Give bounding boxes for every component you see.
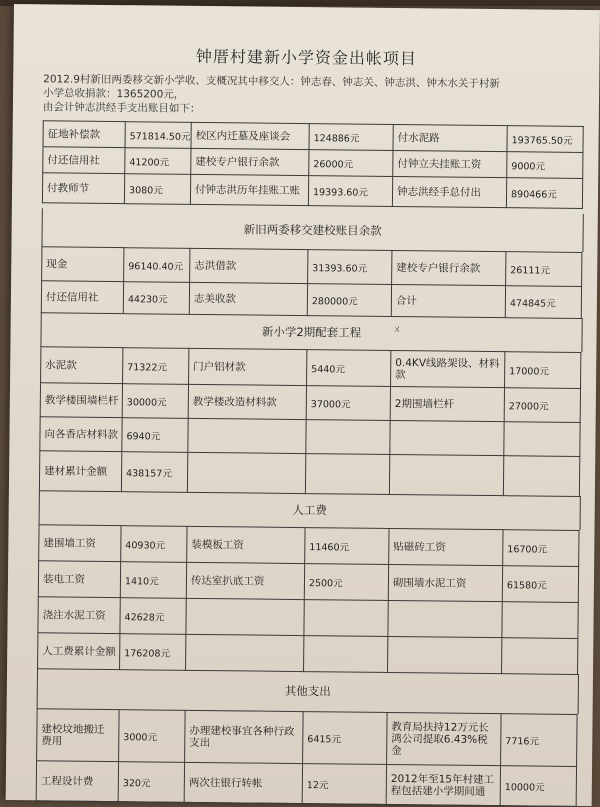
cell-label: 付还信用社 <box>41 281 123 314</box>
cell-label: 校区内迁墓及座谈会 <box>191 122 309 149</box>
cell-empty <box>502 602 578 639</box>
table-row <box>38 561 578 603</box>
cell-value: 42628元 <box>120 598 186 635</box>
cell-label: 2012年至15年村建工程包括建小学期间通 <box>386 764 500 805</box>
cell-label: 门户铝材款 <box>189 348 307 385</box>
intro-line-1: 2012.9村新旧两委移交新小学收、支概况其中移交人：钟志春、钟志关、钟志洪、钟木水关于村新 <box>43 73 501 91</box>
cell-value: 176208元 <box>120 634 186 671</box>
cell-label: 2期围墙栏杆 <box>390 386 504 421</box>
cell-label: 征地补偿款 <box>43 121 125 148</box>
cell-value: 438157元 <box>121 452 187 493</box>
cell-value: 96140.40元 <box>124 248 190 283</box>
cell-value: 1410元 <box>120 562 186 599</box>
cell-label: 装模板工资 <box>187 526 305 563</box>
cell-value: 16700元 <box>503 530 579 567</box>
cell-value: 31393.60元 <box>308 250 392 285</box>
cell-label: 付还信用社 <box>43 147 125 174</box>
cell-empty <box>389 454 503 495</box>
cell-value: 41200元 <box>125 148 191 175</box>
cell-label: 建材累计金额 <box>39 451 121 492</box>
table-row <box>40 383 580 423</box>
cell-value: 12元 <box>302 764 386 805</box>
cell-label: 付钟立夫挂账工资 <box>393 150 507 177</box>
cell-value: 193765.50元 <box>507 126 583 153</box>
cell-value: 71322元 <box>123 348 189 385</box>
cell-label: 建校专户银行余款 <box>191 148 309 175</box>
expense-table-1 <box>42 120 584 209</box>
cell-label: 现金 <box>42 247 124 282</box>
handwritten-mark: ㄨ <box>392 324 402 336</box>
cell-value: 890466元 <box>506 178 582 209</box>
cell-label: 教学楼改造材料款 <box>188 384 306 419</box>
cell-value: 9000元 <box>507 152 583 179</box>
expense-table-5 <box>36 708 578 807</box>
cell-label: 建校专户银行余款 <box>392 250 506 285</box>
expense-table-3 <box>39 346 581 497</box>
cell-empty <box>306 420 390 455</box>
cell-value: 3000元 <box>119 710 186 763</box>
cell-empty <box>388 636 502 673</box>
cell-label: 装电工资 <box>38 561 120 598</box>
cell-label: 建校坟地搬迁费用 <box>37 709 120 762</box>
cell-label: 传达室扒底工资 <box>186 562 304 599</box>
cell-value: 61580元 <box>502 566 578 603</box>
table-row <box>39 451 579 497</box>
cell-label: 付水泥路 <box>393 124 507 151</box>
section-heading-labor: 人工费 <box>39 490 581 530</box>
cell-label: 砌围墙水泥工资 <box>388 564 502 601</box>
cell-value: 40930元 <box>121 526 187 563</box>
cell-empty <box>503 456 579 497</box>
cell-empty <box>305 454 389 495</box>
cell-label: 付教师节 <box>42 173 124 204</box>
cell-value: 6415元 <box>303 712 388 765</box>
cell-label: 向各香店材料款 <box>40 417 122 452</box>
cell-value: 19393.60元 <box>308 176 392 207</box>
cell-value: 44230元 <box>123 282 189 315</box>
cell-value: 7716元 <box>501 714 578 767</box>
cell-value: 2500元 <box>304 564 388 601</box>
cell-empty <box>388 600 502 637</box>
cell-value: 30000元 <box>122 384 188 419</box>
cell-value: 474845元 <box>505 286 581 319</box>
cell-label: 两次往银行转帐 <box>184 762 302 803</box>
table-row <box>40 417 580 457</box>
cell-value: 3080元 <box>124 174 190 205</box>
cell-empty <box>390 420 504 455</box>
cell-label: 合计 <box>391 284 505 317</box>
cell-label: 付钟志洪历年挂账工账 <box>190 174 308 205</box>
section-heading-transfer: 新旧两委移交建校账目余款 <box>41 208 583 252</box>
table-row <box>42 247 582 287</box>
cell-value: 5440元 <box>307 350 391 387</box>
page-title: 钟厝村建新小学资金出帐项目 <box>195 46 418 69</box>
cell-label: 人工费累计金额 <box>38 633 120 670</box>
cell-empty <box>186 634 304 671</box>
cell-value: 27000元 <box>504 388 580 423</box>
intro-line-2: 小学总收捐款：1365200元， <box>43 87 185 101</box>
cell-empty <box>304 600 388 637</box>
cell-label: 水泥款 <box>41 347 123 384</box>
cell-label: 教学楼围墙栏杆 <box>40 383 122 418</box>
cell-empty <box>504 422 580 457</box>
expense-table-2 <box>41 246 583 319</box>
cell-value: 37000元 <box>306 386 390 421</box>
cell-empty <box>188 418 306 453</box>
expense-table-4 <box>37 524 579 675</box>
cell-label: 建围墙工资 <box>39 525 121 562</box>
table-row <box>39 525 579 567</box>
cell-value: 6940元 <box>122 418 188 453</box>
cell-empty <box>186 598 304 635</box>
cell-label: 教育局扶持12万元长鸿公司提取6.43%税金 <box>387 712 502 765</box>
table-row <box>41 347 581 389</box>
intro-text <box>43 72 563 119</box>
cell-value: 11460元 <box>305 528 389 565</box>
cell-empty <box>304 636 388 673</box>
document-page <box>6 4 600 806</box>
cell-empty <box>502 638 578 675</box>
cell-value: 320元 <box>118 762 184 803</box>
cell-label: 志洪借款 <box>190 248 308 283</box>
cell-label: 贴磁砖工资 <box>389 528 503 565</box>
cell-value: 26000元 <box>309 150 393 177</box>
section-heading-other: 其他支出 <box>37 668 579 714</box>
cell-label: 志美收款 <box>189 282 307 315</box>
cell-label: 浇注水泥工资 <box>38 597 120 634</box>
cell-label: 0.4KV线路架设、材料款 <box>391 350 505 387</box>
cell-value: 280000元 <box>307 284 391 317</box>
cell-value: 10000元 <box>500 766 576 807</box>
table-row <box>37 709 578 767</box>
cell-label: 钟志洪经手总付出 <box>392 176 506 207</box>
cell-value: 124886元 <box>309 124 393 151</box>
cell-empty <box>187 452 305 493</box>
cell-value: 571814.50元 <box>125 122 191 149</box>
table-row <box>38 597 578 639</box>
section-heading-phase2: 新小学2期配套工程 <box>40 312 582 352</box>
table-row <box>42 173 582 209</box>
cell-value: 17000元 <box>505 352 581 389</box>
cell-label: 办理建校事宜各种行政支出 <box>185 710 304 763</box>
cell-label: 工程设计费 <box>36 761 118 802</box>
intro-line-3: 由会计钟志洪经手支出账目如下： <box>42 101 201 115</box>
cell-value: 26111元 <box>506 252 582 287</box>
